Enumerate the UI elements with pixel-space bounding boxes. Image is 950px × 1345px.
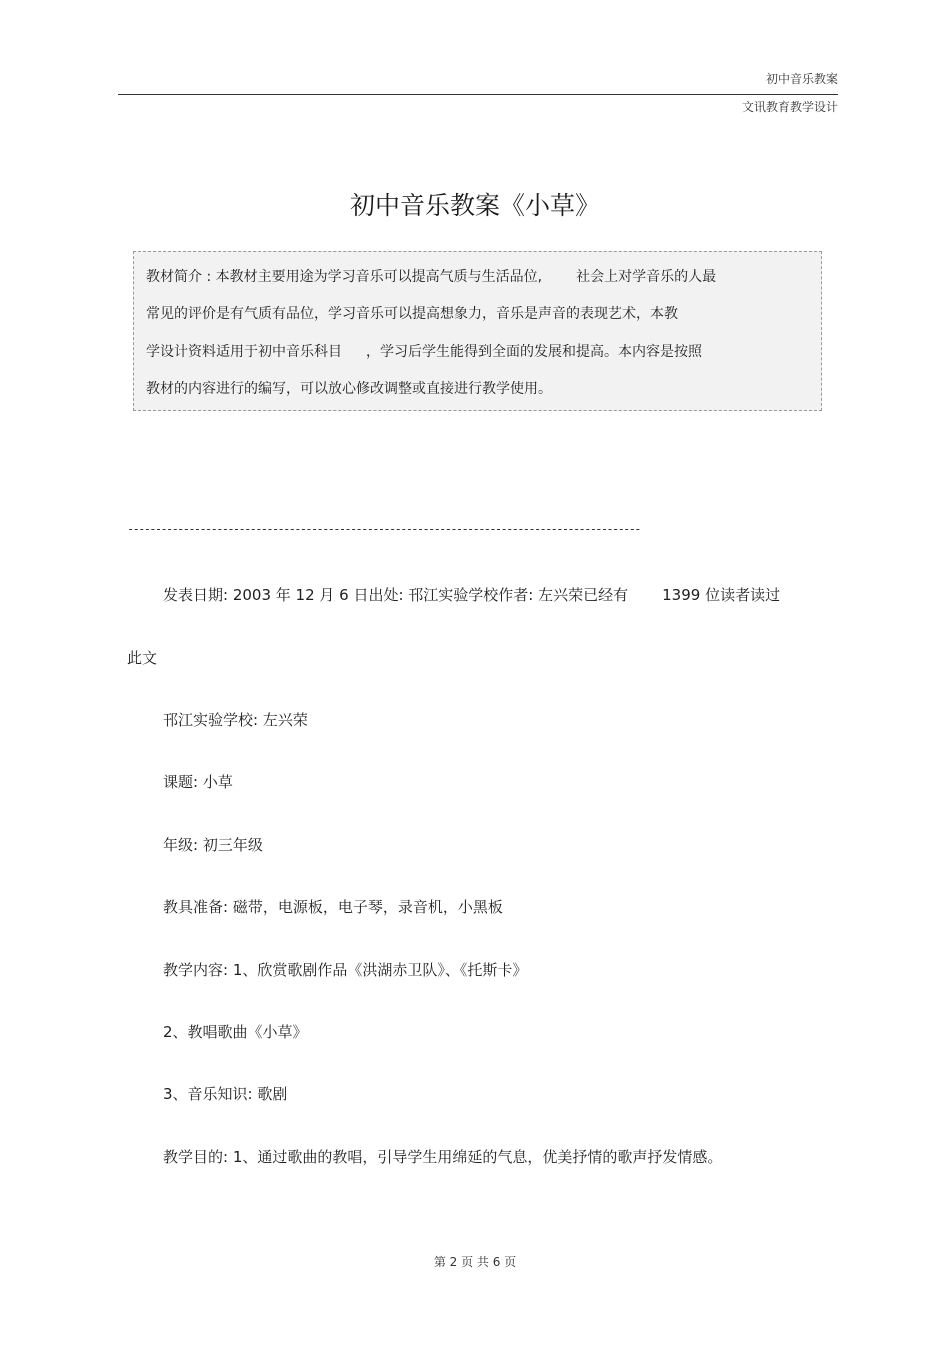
grade-line: 年级: 初三年级	[163, 836, 263, 854]
dashed-divider: --------------------------------------------------------------------------------------------	[127, 522, 640, 536]
intro-line-4: 教材的内容进行的编写，可以放心修改调整或直接进行教学使用。	[146, 381, 552, 397]
header-doc-title: 初中音乐教案	[765, 72, 838, 86]
header-publisher: 文讯教育教学设计	[741, 100, 838, 114]
intro-line-1-b: 社会上对学音乐的人最	[576, 269, 717, 285]
page-title: 初中音乐教案《小草》	[349, 191, 600, 220]
intro-line-1-a: 教材简介 : 本教材主要用途为学习音乐可以提高气质与生活品位,	[146, 269, 543, 285]
content-line-1: 教学内容: 1、欣赏歌剧作品《洪湖赤卫队》、《托斯卡》	[163, 961, 528, 979]
intro-box	[133, 251, 822, 411]
page-number: 第 2 页 共 6 页	[433, 1255, 517, 1269]
tools-line: 教具准备: 磁带，电源板，电子琴，录音机，小黑板	[163, 898, 503, 916]
publish-info	[163, 584, 780, 605]
intro-line-3	[146, 341, 702, 361]
intro-line-3-b: ，学习后学生能得到全面的发展和提高。本内容是按照	[366, 344, 702, 360]
header-rule	[118, 94, 838, 95]
topic-line: 课题: 小草	[163, 773, 233, 791]
publish-info-b: 1399 位读者读过	[662, 586, 781, 604]
content-line-3: 3、音乐知识: 歌剧	[163, 1085, 288, 1103]
goal-line-1: 教学目的: 1、通过歌曲的教唱，引导学生用绵延的气息，优美抒情的歌声抒发情感。	[163, 1148, 723, 1166]
content-line-2: 2、教唱歌曲《小草》	[163, 1023, 308, 1041]
intro-line-2: 常见的评价是有气质有品位，学习音乐可以提高想象力，音乐是声音的表现艺术，本教	[146, 306, 678, 322]
school-line: 邗江实验学校: 左兴荣	[163, 711, 308, 729]
intro-line-3-a: 学设计资料适用于初中音乐科目	[146, 344, 342, 360]
publish-info-continued: 此文	[127, 649, 158, 667]
publish-info-a: 发表日期: 2003 年 12 月 6 日出处: 邗江实验学校作者: 左兴荣已经有	[163, 586, 629, 604]
intro-line-1	[146, 266, 716, 286]
